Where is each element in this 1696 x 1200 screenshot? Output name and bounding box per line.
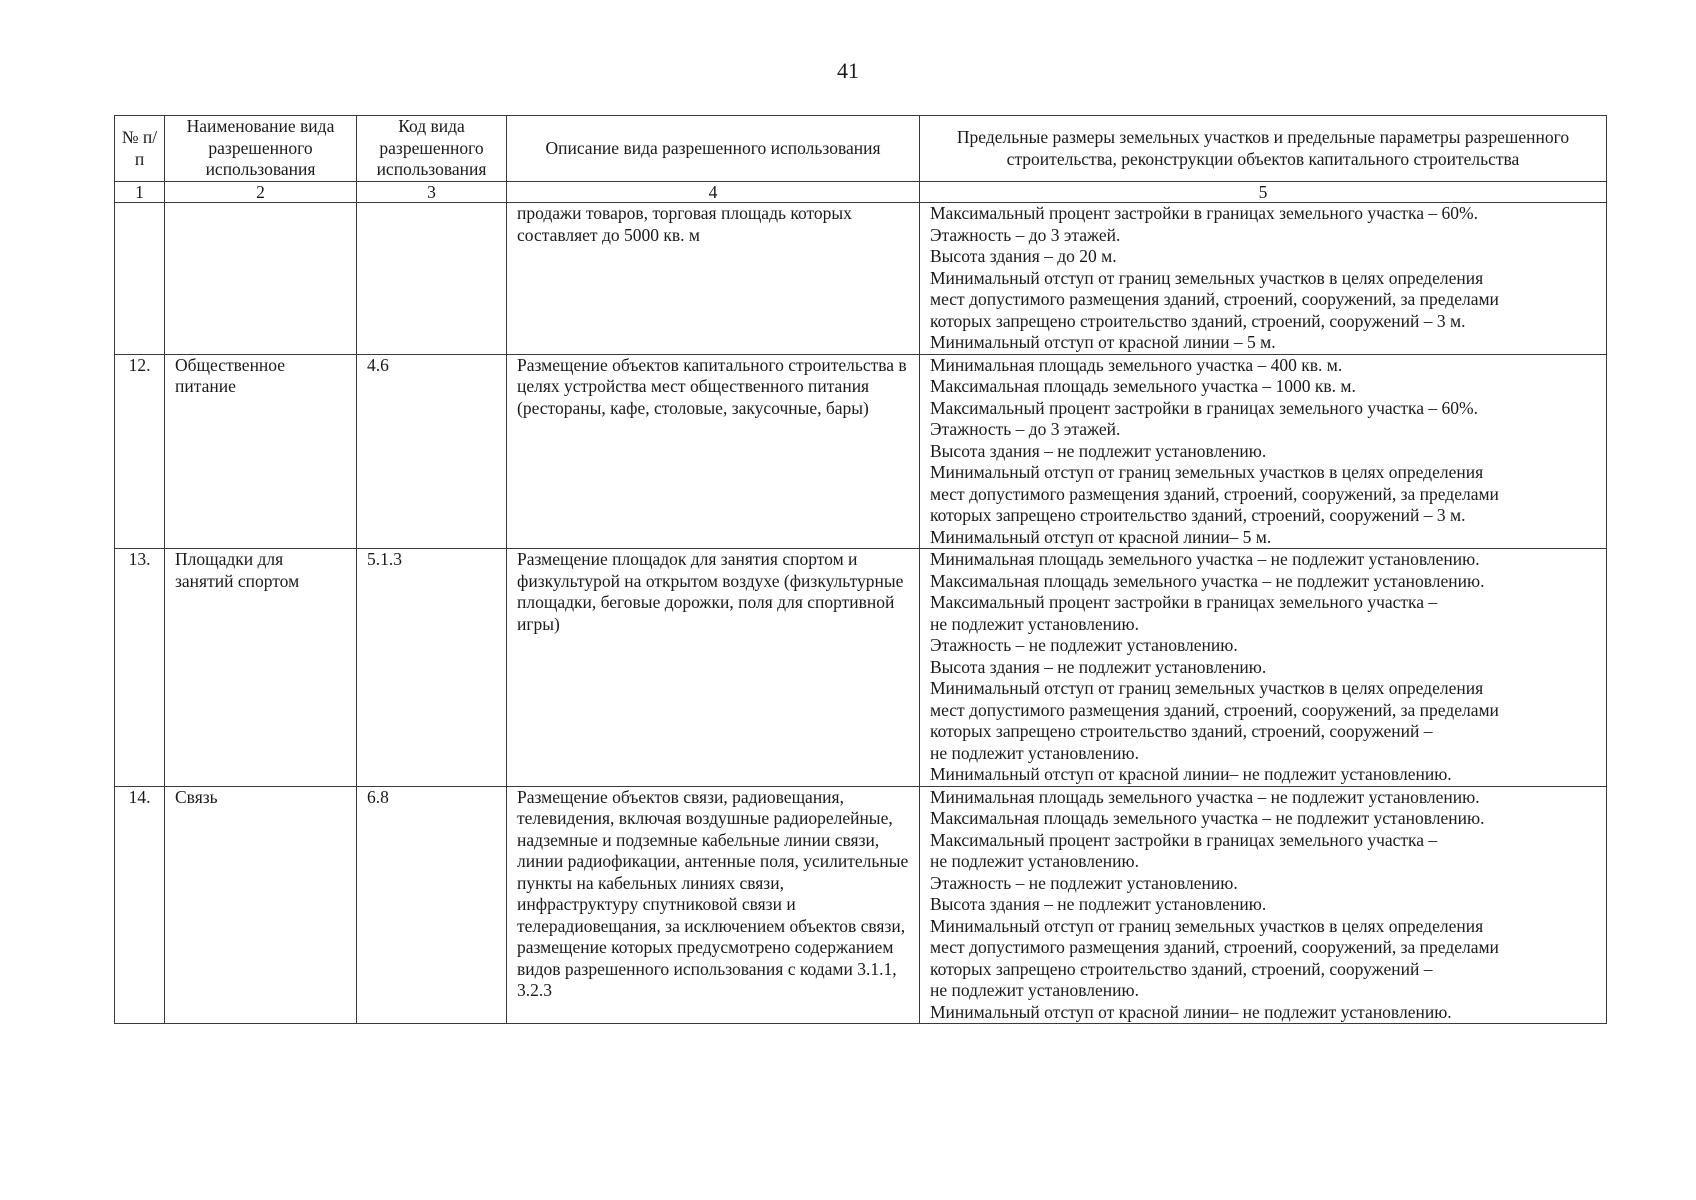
parameter-line: Минимальная площадь земельного участка – не подлежит установлению. xyxy=(930,549,1480,569)
column-number: 3 xyxy=(357,182,507,203)
use-description: Размещение площадок для занятия спортом и физкультурой на открытом воздухе (физкультурные площадки, беговые дорожки, поля для спортивной игры) xyxy=(507,549,920,787)
header-use-code: Код вида разрешенного использования xyxy=(357,116,507,182)
column-number: 1 xyxy=(115,182,165,203)
parameter-line: Высота здания – не подлежит установлению. xyxy=(930,656,1267,677)
parameter-line: Минимальный отступ от границ земельных участков в целях определения xyxy=(930,678,1484,698)
header-parameters: Предельные размеры земельных участков и предельные параметры разрешенного строительства, реконструкции объектов капитального строительства xyxy=(920,116,1607,182)
parameter-line: мест допустимого размещения зданий, строений, сооружений, за пределами xyxy=(930,937,1499,957)
parameter-line: мест допустимого размещения зданий, строений, сооружений, за пределами xyxy=(930,699,1499,720)
parameter-line: Минимальный отступ от красной линии– 5 м. xyxy=(930,526,1272,547)
parameter-line: не подлежит установлению. xyxy=(930,742,1139,763)
use-parameters xyxy=(920,786,1607,1024)
parameter-line: Минимальная площадь земельного участка – 400 кв. м. xyxy=(930,354,1343,375)
table-header xyxy=(115,116,1607,182)
column-number: 5 xyxy=(920,182,1607,203)
table-row xyxy=(115,354,1607,549)
parameter-line: Максимальный процент застройки в границах земельного участка – 60%. xyxy=(930,397,1479,418)
use-code: 5.1.3 xyxy=(357,549,507,787)
row-number xyxy=(115,203,165,355)
parameter-line: Этажность – не подлежит установлению. xyxy=(930,635,1238,655)
parameter-line: не подлежит установлению. xyxy=(930,851,1139,871)
use-parameters xyxy=(920,354,1607,549)
parameter-line: которых запрещено строительство зданий, строений, сооружений – xyxy=(930,958,1433,979)
column-number: 4 xyxy=(507,182,920,203)
parameter-line: которых запрещено строительство зданий, строений, сооружений – 3 м. xyxy=(930,310,1466,331)
parameter-line: Минимальный отступ от границ земельных участков в целях определения xyxy=(930,462,1484,482)
row-number: 14. xyxy=(115,786,165,1024)
column-number-row xyxy=(115,182,1607,203)
parameter-line: Максимальная площадь земельного участка – 1000 кв. м. xyxy=(930,376,1356,396)
table-row xyxy=(115,786,1607,1024)
parameter-line: которых запрещено строительство зданий, строений, сооружений – xyxy=(930,721,1433,741)
header-use-name: Наименование вида разрешенного использования xyxy=(165,116,357,182)
use-description: Размещение объектов связи, радиовещания, телевидения, включая воздушные радиорелейные, надземные и подземные кабельные линии связи, линии радиофикации, антенные поля, усилительные пункты на кабельных линиях связи, инфраструктуру спутниковой связи и телерадиовещания, за исключением объектов связи, размещение которых предусмотрено содержанием видов разрешенного использования с кодами 3.1.1, 3.2.3 xyxy=(507,786,920,1024)
parameter-line: мест допустимого размещения зданий, строений, сооружений, за пределами xyxy=(930,483,1499,504)
parameter-line: Максимальный процент застройки в границах земельного участка – 60%. xyxy=(930,203,1479,223)
use-code xyxy=(357,203,507,355)
parameter-line: Максимальная площадь земельного участка – не подлежит установлению. xyxy=(930,808,1485,828)
parameter-line: Минимальный отступ от границ земельных участков в целях определения xyxy=(930,267,1484,288)
parameter-line: Минимальный отступ от красной линии – 5 м. xyxy=(930,332,1276,352)
parameter-line: мест допустимого размещения зданий, строений, сооружений, за пределами xyxy=(930,289,1499,309)
parameter-line: Этажность – до 3 этажей. xyxy=(930,419,1121,439)
header-number: № п/п xyxy=(115,116,165,182)
use-name: Связь xyxy=(165,786,357,1024)
use-parameters xyxy=(920,203,1607,355)
use-description: продажи товаров, торговая площадь которых составляет до 5000 кв. м xyxy=(507,203,920,355)
use-description: Размещение объектов капитального строительства в целях устройства мест общественного питания (рестораны, кафе, столовые, закусочные, бары) xyxy=(507,354,920,549)
parameter-line: Минимальный отступ от красной линии– не подлежит установлению. xyxy=(930,764,1452,784)
parameter-line: Высота здания – не подлежит установлению. xyxy=(930,894,1267,914)
use-name xyxy=(165,203,357,355)
parameter-line: Высота здания – не подлежит установлению. xyxy=(930,440,1267,461)
parameter-line: Минимальная площадь земельного участка – не подлежит установлению. xyxy=(930,786,1480,807)
parameter-line: Максимальный процент застройки в границах земельного участка – xyxy=(930,829,1438,850)
parameter-line: Максимальный процент застройки в границах земельного участка – xyxy=(930,592,1438,612)
parameter-line: Максимальная площадь земельного участка – не подлежит установлению. xyxy=(930,570,1485,591)
parameter-line: не подлежит установлению. xyxy=(930,613,1139,634)
parameter-line: Минимальный отступ от границ земельных участков в целях определения xyxy=(930,915,1484,936)
table-row xyxy=(115,203,1607,355)
header-description: Описание вида разрешенного использования xyxy=(507,116,920,182)
row-number: 12. xyxy=(115,354,165,549)
row-number: 13. xyxy=(115,549,165,787)
parameter-line: Этажность – до 3 этажей. xyxy=(930,224,1121,245)
parameter-line: не подлежит установлению. xyxy=(930,980,1139,1000)
land-use-table xyxy=(114,115,1607,1024)
page-number: 41 xyxy=(837,58,859,83)
parameter-line: Этажность – не подлежит установлению. xyxy=(930,872,1238,893)
parameter-line: Минимальный отступ от красной линии– не подлежит установлению. xyxy=(930,1001,1452,1022)
column-number: 2 xyxy=(165,182,357,203)
parameter-line: которых запрещено строительство зданий, строений, сооружений – 3 м. xyxy=(930,505,1466,525)
parameter-line: Высота здания – до 20 м. xyxy=(930,246,1117,266)
use-name: Площадки для занятий спортом xyxy=(165,549,357,787)
use-name: Общественное питание xyxy=(165,354,357,549)
use-parameters xyxy=(920,549,1607,787)
use-code: 6.8 xyxy=(357,786,507,1024)
table-row xyxy=(115,549,1607,787)
use-code: 4.6 xyxy=(357,354,507,549)
table-body xyxy=(115,182,1607,1024)
